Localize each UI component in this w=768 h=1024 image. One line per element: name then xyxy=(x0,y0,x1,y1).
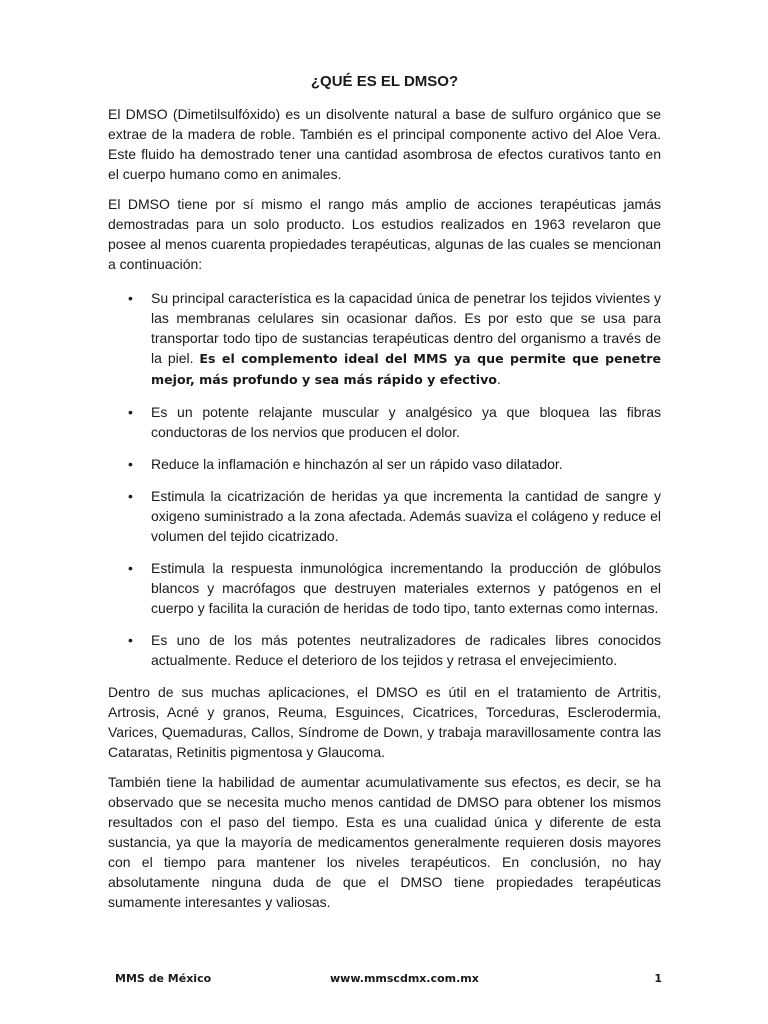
list-item xyxy=(108,558,661,618)
list-item xyxy=(108,288,661,390)
footer-publisher: MMS de México xyxy=(115,972,212,985)
list-item-text: Su principal característica es la capacidad única de penetrar los tejidos vivientes y las membranas celulares sin ocasionar daños. Es por esto que se usa para transportar todo tipo de sustancias terapéuticas dentro del organismo a través de la piel. xyxy=(151,290,661,366)
paragraph: Dentro de sus muchas aplicaciones, el DMSO es útil en el tratamiento de Artritis, Artrosis, Acné y granos, Reuma, Esguinces, Cicatrices, Torceduras, Esclerodermia, Varices, Quemaduras, Callos, Síndrome de Down, y trabaja maravillosamente contra las Cataratas, Retinitis pigmentosa y Glaucoma. xyxy=(108,684,661,760)
paragraph: También tiene la habilidad de aumentar acumulativamente sus efectos, es decir, se ha observado que se necesita mucho menos cantidad de DMSO para obtener los mismos resultados con el paso del tiempo. Esta es una cualidad única y diferente de esta sustancia, ya que la mayoría de medicamentos generalmente requieren dosis mayores con el tiempo para mantener los niveles terapéuticos. En conclusión, no hay absolutamente ninguna duda de que el DMSO tiene propiedades terapéuticas sumamente interesantes y valiosas. xyxy=(108,774,661,910)
page-title: ¿QUÉ ES EL DMSO? xyxy=(310,73,459,90)
bullet-icon: • xyxy=(128,290,133,306)
list-item-text: Reduce la inflamación e hinchazón al ser un rápido vaso dilatador. xyxy=(151,456,563,472)
list-item-text: Estimula la respuesta inmunológica incrementando la producción de glóbulos blancos y macrófagos que destruyen materiales externos y patógenos en el cuerpo y facilita la curación de heridas de todo tipo, tanto externas como internas. xyxy=(151,560,661,616)
list-item-text: Es un potente relajante muscular y analgésico ya que bloquea las fibras conductoras de los nervios que producen el dolor. xyxy=(151,404,661,440)
bullet-icon: • xyxy=(128,560,133,576)
list-item-bold-text: Es el complemento ideal del MMS ya que permite que penetre mejor, más profundo y sea más rápido y efectivo xyxy=(151,351,661,387)
page-footer xyxy=(115,972,662,990)
bullet-icon: • xyxy=(128,488,133,504)
list-item-tail: . xyxy=(496,371,501,387)
page-number: 1 xyxy=(654,972,662,985)
list-item-text: Es uno de los más potentes neutralizadores de radicales libres conocidos actualmente. Reduce el deterioro de los tejidos y retrasa el envejecimiento. xyxy=(151,632,661,668)
bullet-list xyxy=(108,288,661,670)
list-item xyxy=(108,402,661,442)
footer-website: www.mmscdmx.com.mx xyxy=(330,972,479,985)
list-item xyxy=(108,486,661,546)
list-item xyxy=(108,630,661,670)
bullet-icon: • xyxy=(128,456,133,472)
paragraph: El DMSO (Dimetilsulfóxido) es un disolvente natural a base de sulfuro orgánico que se extrae de la madera de roble. También es el principal componente activo del Aloe Vera. Este fluido ha demostrado tener una cantidad asombrosa de efectos curativos tanto en el cuerpo humano como en animales. xyxy=(108,106,661,182)
document-page xyxy=(108,72,661,922)
list-item-text: Estimula la cicatrización de heridas ya que incrementa la cantidad de sangre y oxigeno suministrado a la zona afectada. Además suaviza el colágeno y reduce el volumen del tejido cicatrizado. xyxy=(151,488,661,544)
bullet-icon: • xyxy=(128,404,133,420)
paragraph: El DMSO tiene por sí mismo el rango más amplio de acciones terapéuticas jamás demostradas para un solo producto. Los estudios realizados en 1963 revelaron que posee al menos cuarenta propiedades terapéuticas, algunas de las cuales se mencionan a continuación: xyxy=(108,196,661,272)
list-item xyxy=(108,454,661,474)
bullet-icon: • xyxy=(128,632,133,648)
